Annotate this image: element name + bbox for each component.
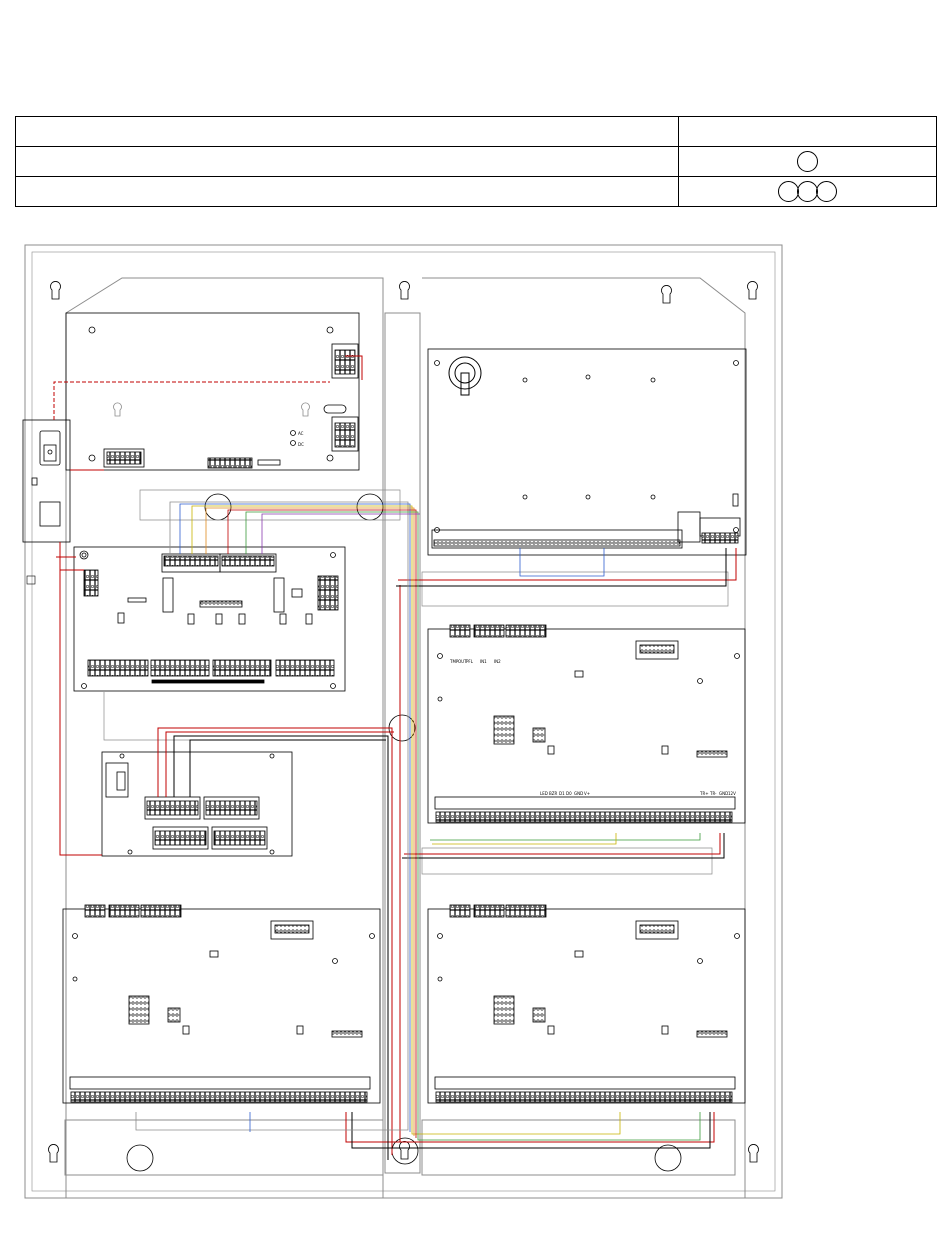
module-labels [449,659,736,796]
reader-label-gnd: GND [574,791,584,796]
reader-label-bzr: BZR [549,791,558,796]
reader-label-led: LED [540,791,548,796]
reader-label-d0: D0 [566,791,572,796]
mounting-hole-icon [127,494,681,1171]
bus-label-gnd: GND [719,791,729,796]
door-module-left-bottom [63,905,380,1103]
power-wiring [54,356,736,1155]
keyhole-icon [49,281,759,1162]
reader-label-vplus: V+ [584,791,591,796]
bus-label-12v: 12V [728,791,736,796]
input-label-in2: IN2 [494,659,501,664]
door-module-right-bottom [428,905,745,1103]
ground-lug [27,576,35,584]
power-distribution-board [102,752,292,856]
bus-label-tr-minus: TR- [710,791,717,796]
dc-label: DC [298,442,304,447]
enclosure [25,245,782,1198]
input-label-pfl: PFL [466,659,473,664]
power-supply-board [66,313,359,470]
reader-label-d1: D1 [559,791,565,796]
interface-board [74,547,345,691]
input-label-tmp: TMP [450,659,459,664]
battery-icon [449,357,481,395]
input-label-out: OUT [458,659,467,664]
bus-label-tr-plus: TR+ [700,791,709,796]
rocker-switch-icon [23,420,70,542]
main-controller-board [428,349,746,555]
ac-label: AC [298,431,304,436]
input-label-in1: IN1 [480,659,487,664]
